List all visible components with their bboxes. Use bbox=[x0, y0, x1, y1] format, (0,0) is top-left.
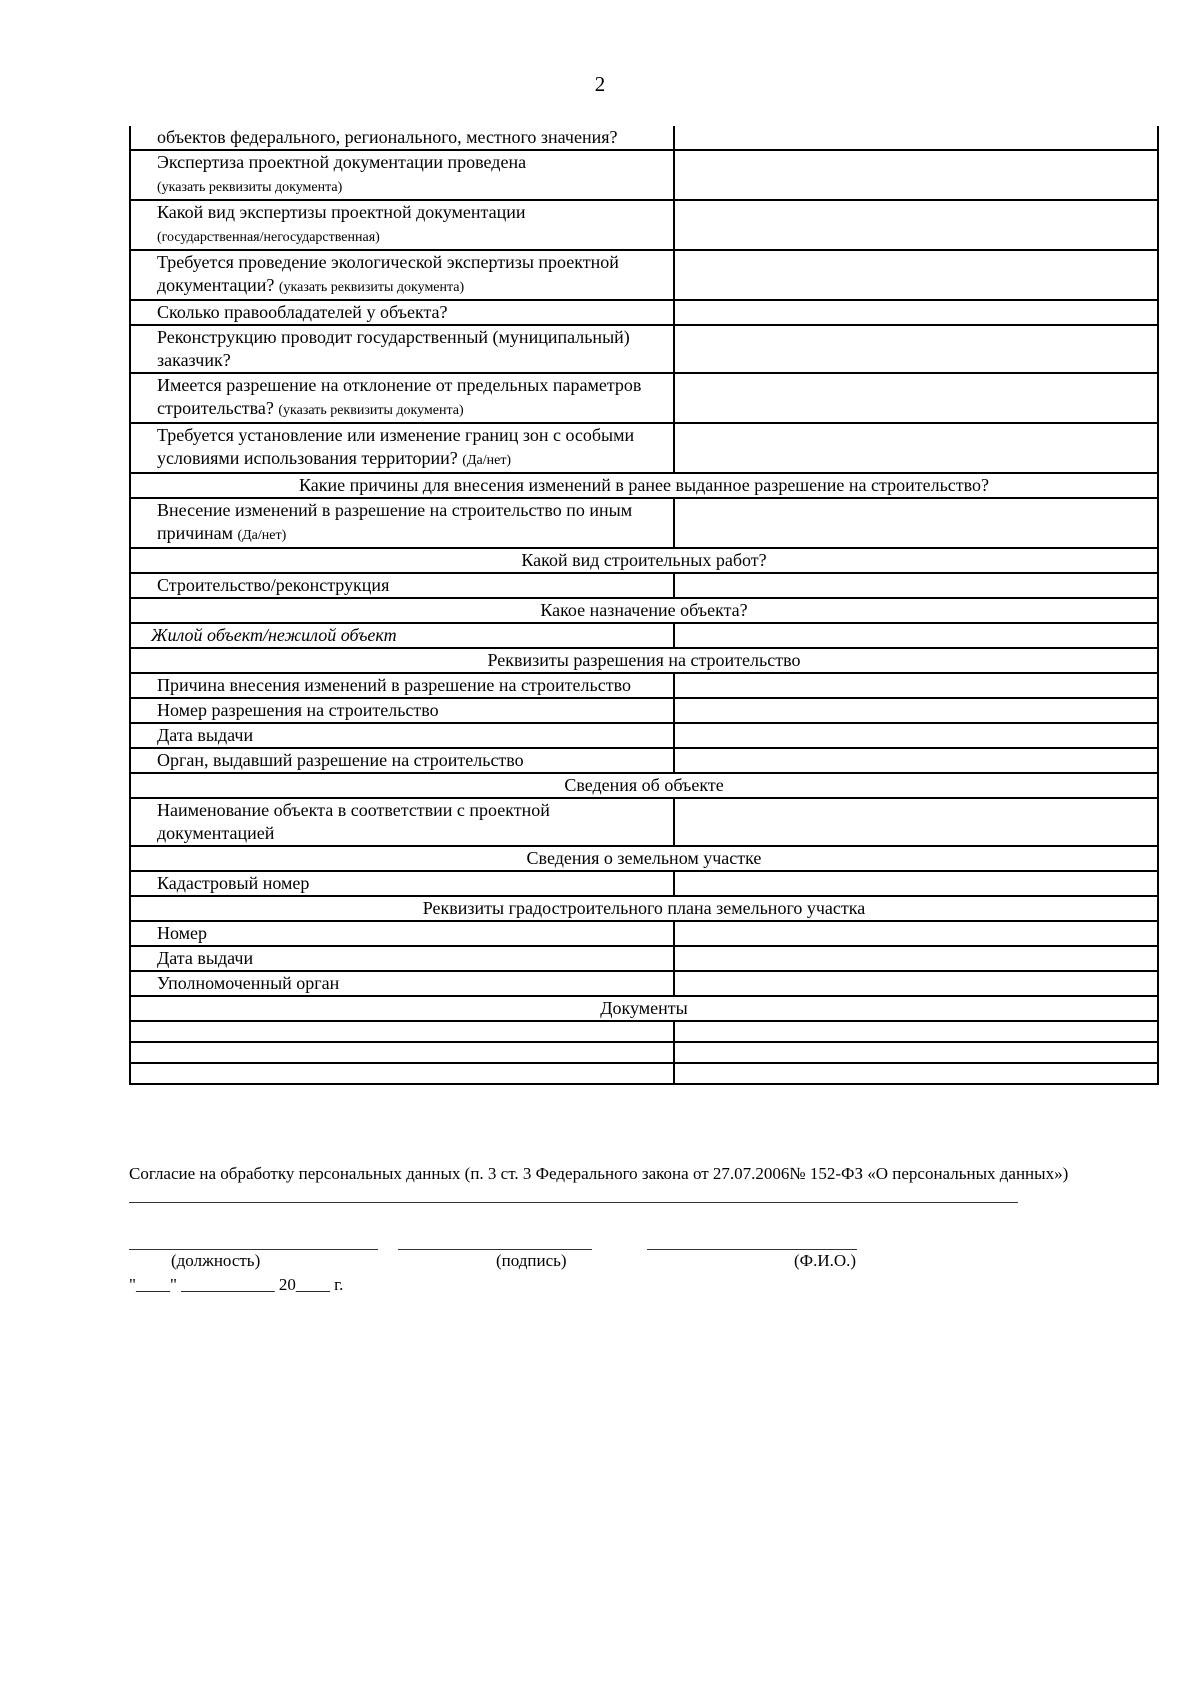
field-value-cell[interactable] bbox=[674, 300, 1158, 325]
table-row bbox=[130, 498, 1158, 548]
field-value-cell[interactable] bbox=[674, 723, 1158, 748]
blank-document-cell[interactable] bbox=[674, 1042, 1158, 1063]
field-label bbox=[130, 200, 674, 250]
field-label-text: Сколько правообладателей у объекта? bbox=[157, 302, 448, 322]
field-label bbox=[130, 623, 674, 648]
field-note: (указать реквизиты документа) bbox=[157, 180, 343, 195]
table-row bbox=[130, 423, 1158, 473]
field-value-cell[interactable] bbox=[674, 623, 1158, 648]
field-note: (Да/нет) bbox=[462, 453, 512, 468]
field-label bbox=[130, 498, 674, 548]
application-form-table bbox=[129, 126, 1159, 1085]
field-label-text: Кадастровый номер bbox=[157, 873, 310, 893]
blank-document-cell[interactable] bbox=[130, 1042, 674, 1063]
field-value-cell[interactable] bbox=[674, 698, 1158, 723]
table-row bbox=[130, 846, 1158, 871]
table-row bbox=[130, 773, 1158, 798]
table-row bbox=[130, 673, 1158, 698]
field-label bbox=[130, 573, 674, 598]
table-row bbox=[130, 971, 1158, 996]
table-row bbox=[130, 200, 1158, 250]
field-label-text: Уполномоченный орган bbox=[157, 973, 340, 993]
table-row bbox=[130, 748, 1158, 773]
field-label bbox=[130, 723, 674, 748]
field-label-text: Имеется разрешение на отклонение от предельных параметров строительства? bbox=[157, 375, 642, 418]
field-value-cell[interactable] bbox=[674, 423, 1158, 473]
table-row bbox=[130, 1063, 1158, 1084]
table-row bbox=[130, 946, 1158, 971]
field-value-cell[interactable] bbox=[674, 325, 1158, 373]
field-label bbox=[130, 325, 674, 373]
table-row bbox=[130, 373, 1158, 423]
table-row bbox=[130, 548, 1158, 573]
table-row bbox=[130, 896, 1158, 921]
field-note: (государственная/негосударственная) bbox=[157, 230, 380, 245]
field-label bbox=[130, 423, 674, 473]
field-label-text: объектов федерального, регионального, местного значения? bbox=[157, 127, 618, 147]
field-label bbox=[130, 946, 674, 971]
section-header: Какой вид строительных работ? bbox=[130, 548, 1158, 573]
field-label-text: Жилой объект/нежилой объект bbox=[151, 625, 397, 645]
field-label bbox=[130, 673, 674, 698]
field-label-text: Номер bbox=[157, 923, 208, 943]
consent-text: Согласие на обработку персональных данных (п. 3 ст. 3 Федерального закона от 27.07.2006№ 152-ФЗ «О персональных данных») bbox=[129, 1164, 1069, 1183]
page-number: 2 bbox=[594, 72, 606, 96]
field-label-text: Требуется проведение экологической экспертизы проектной документации? bbox=[157, 252, 619, 295]
field-label-text: Строительство/реконструкция bbox=[157, 575, 390, 595]
field-value-cell[interactable] bbox=[674, 373, 1158, 423]
table-row bbox=[130, 150, 1158, 200]
table-row bbox=[130, 871, 1158, 896]
field-label-text: Реконструкцию проводит государственный (муниципальный) заказчик? bbox=[157, 327, 630, 370]
table-row bbox=[130, 798, 1158, 846]
field-value-cell[interactable] bbox=[674, 126, 1158, 150]
field-label-text: Номер разрешения на строительство bbox=[157, 700, 439, 720]
field-value-cell[interactable] bbox=[674, 946, 1158, 971]
field-note: (указать реквизиты документа) bbox=[278, 403, 464, 418]
field-note: (указать реквизиты документа) bbox=[278, 280, 465, 295]
field-value-cell[interactable] bbox=[674, 971, 1158, 996]
field-value-cell[interactable] bbox=[674, 921, 1158, 946]
field-label-text: Экспертиза проектной документации проведена bbox=[157, 152, 527, 172]
field-label-text: Внесение изменений в разрешение на строительство по иным причинам bbox=[157, 500, 633, 543]
table-row bbox=[130, 300, 1158, 325]
field-label bbox=[130, 798, 674, 846]
table-row bbox=[130, 1042, 1158, 1063]
signature-line[interactable] bbox=[398, 1249, 592, 1250]
blank-document-cell[interactable] bbox=[130, 1063, 674, 1084]
section-header: Какое назначение объекта? bbox=[130, 598, 1158, 623]
field-value-cell[interactable] bbox=[674, 250, 1158, 300]
field-label bbox=[130, 300, 674, 325]
position-line[interactable] bbox=[129, 1249, 378, 1250]
table-row bbox=[130, 598, 1158, 623]
field-label bbox=[130, 373, 674, 423]
full-name-line[interactable] bbox=[647, 1249, 857, 1250]
field-value-cell[interactable] bbox=[674, 498, 1158, 548]
table-row bbox=[130, 473, 1158, 498]
section-header: Какие причины для внесения изменений в ранее выданное разрешение на строительство? bbox=[130, 473, 1158, 498]
table-row bbox=[130, 723, 1158, 748]
field-label-text: Требуется установление или изменение границ зон с особыми условиями использования территории? bbox=[157, 425, 635, 468]
field-value-cell[interactable] bbox=[674, 673, 1158, 698]
section-header: Реквизиты градостроительного плана земельного участка bbox=[130, 896, 1158, 921]
field-label bbox=[130, 698, 674, 723]
table-row bbox=[130, 1021, 1158, 1042]
consent-signature-line[interactable] bbox=[129, 1202, 1018, 1203]
signature-label: (подпись) bbox=[496, 1251, 567, 1270]
field-value-cell[interactable] bbox=[674, 748, 1158, 773]
section-header: Сведения о земельном участке bbox=[130, 846, 1158, 871]
section-header: Сведения об объекте bbox=[130, 773, 1158, 798]
field-label bbox=[130, 250, 674, 300]
field-label bbox=[130, 871, 674, 896]
table-row bbox=[130, 126, 1158, 150]
section-header: Документы bbox=[130, 996, 1158, 1021]
field-label bbox=[130, 748, 674, 773]
field-note: (Да/нет) bbox=[237, 528, 287, 543]
field-label bbox=[130, 971, 674, 996]
full-name-label: (Ф.И.О.) bbox=[794, 1251, 857, 1270]
table-row bbox=[130, 250, 1158, 300]
field-value-cell[interactable] bbox=[674, 871, 1158, 896]
blank-document-cell[interactable] bbox=[674, 1063, 1158, 1084]
table-row bbox=[130, 648, 1158, 673]
date-line: "____" ___________ 20____ г. bbox=[129, 1275, 344, 1294]
blank-document-cell[interactable] bbox=[674, 1021, 1158, 1042]
section-header: Реквизиты разрешения на строительство bbox=[130, 648, 1158, 673]
field-label-text: Дата выдачи bbox=[157, 948, 254, 968]
table-row bbox=[130, 325, 1158, 373]
table-row bbox=[130, 921, 1158, 946]
field-label-text: Причина внесения изменений в разрешение на строительство bbox=[157, 675, 631, 695]
field-label-text: Наименование объекта в соответствии с проектной документацией bbox=[157, 800, 550, 843]
field-label bbox=[130, 921, 674, 946]
field-label-text: Орган, выдавший разрешение на строительство bbox=[157, 750, 524, 770]
field-value-cell[interactable] bbox=[674, 798, 1158, 846]
field-label-text: Какой вид экспертизы проектной документации bbox=[157, 202, 526, 222]
field-value-cell[interactable] bbox=[674, 150, 1158, 200]
table-row bbox=[130, 698, 1158, 723]
blank-document-cell[interactable] bbox=[130, 1021, 674, 1042]
table-row bbox=[130, 623, 1158, 648]
field-label-text: Дата выдачи bbox=[157, 725, 254, 745]
field-label bbox=[130, 126, 674, 150]
field-label bbox=[130, 150, 674, 200]
position-label: (должность) bbox=[171, 1251, 261, 1270]
field-value-cell[interactable] bbox=[674, 200, 1158, 250]
field-value-cell[interactable] bbox=[674, 573, 1158, 598]
table-row bbox=[130, 573, 1158, 598]
table-row bbox=[130, 996, 1158, 1021]
